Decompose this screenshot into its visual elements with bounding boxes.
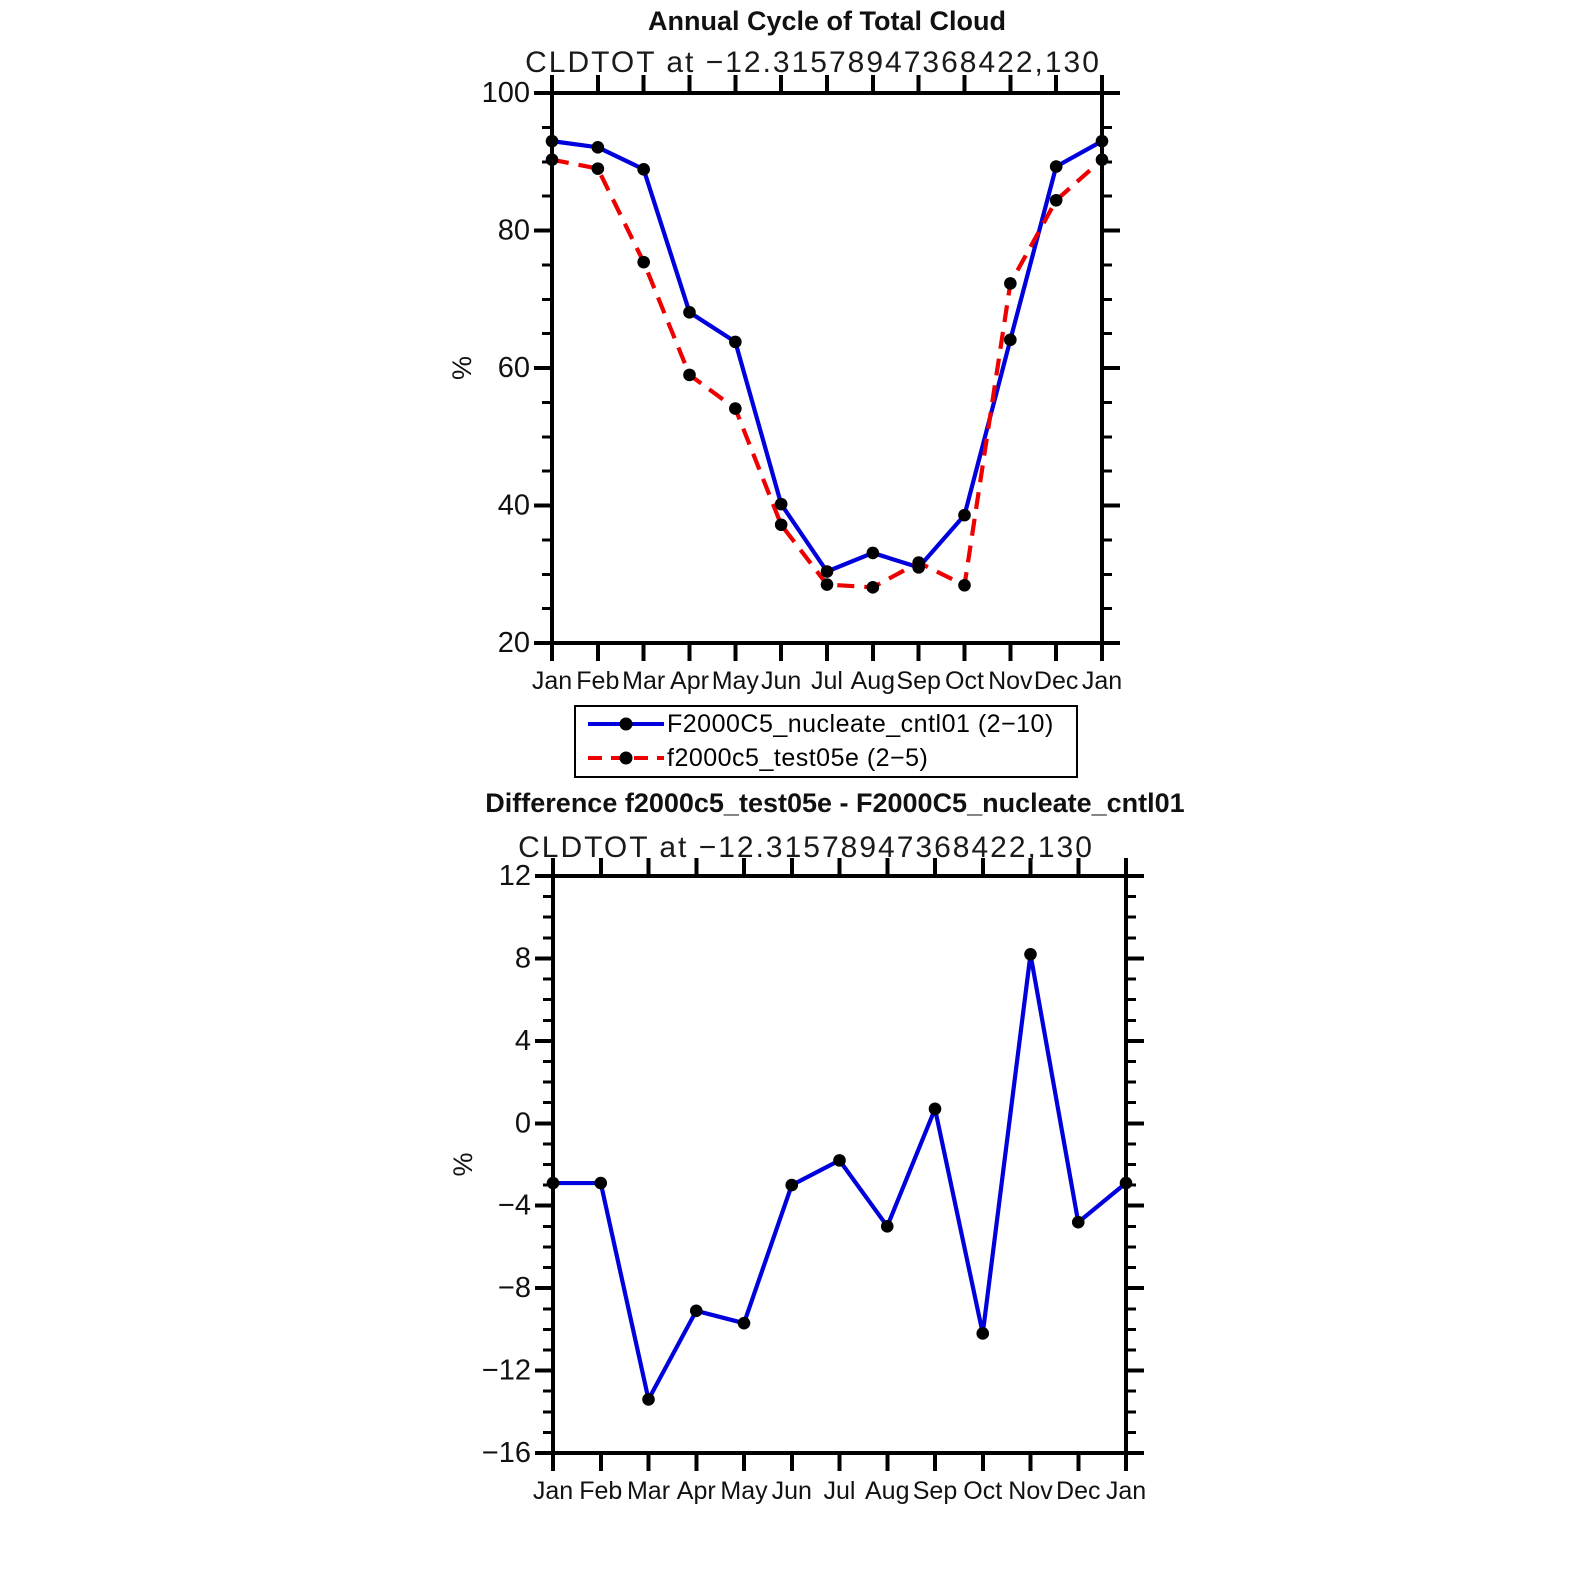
- data-point: [637, 256, 650, 269]
- x-tick-label: Mar: [626, 1477, 671, 1505]
- y-tick-label: 40: [497, 489, 530, 522]
- x-tick-label: Sep: [896, 667, 941, 695]
- x-tick-label: Jan: [1105, 1477, 1147, 1505]
- y-tick-label: 100: [481, 77, 530, 109]
- y-axis-ticks: [482, 77, 1120, 659]
- y-tick-label: 60: [497, 352, 530, 384]
- y-axis-label: %: [448, 1152, 478, 1177]
- data-point: [867, 581, 880, 594]
- data-point: [546, 153, 559, 166]
- y-tick-label: −4: [497, 1189, 531, 1222]
- series-markers-1: [546, 153, 1109, 593]
- y-tick-label: 8: [514, 942, 531, 975]
- data-point: [958, 509, 971, 522]
- top-chart: [447, 75, 1122, 695]
- data-point: [1004, 334, 1017, 347]
- x-tick-label: Jan: [532, 1477, 574, 1505]
- x-tick-label: Apr: [676, 1477, 716, 1505]
- data-point: [1096, 153, 1109, 166]
- plot-frame: [552, 93, 1102, 643]
- x-tick-label: Jan: [531, 667, 573, 695]
- x-tick-label: Feb: [579, 1477, 623, 1505]
- difference-chart: [448, 858, 1146, 1505]
- legend-item-test05e: [585, 742, 1076, 775]
- data-point: [546, 135, 559, 148]
- y-tick-label: 0: [514, 1107, 531, 1140]
- data-point: [881, 1220, 894, 1233]
- x-tick-label: Nov: [988, 667, 1033, 695]
- y-axis-ticks: [482, 860, 1144, 1469]
- data-point: [547, 1177, 560, 1190]
- x-tick-label: Jun: [771, 1477, 812, 1505]
- data-point: [683, 306, 696, 319]
- y-tick-label: −12: [481, 1354, 531, 1387]
- legend-label-cntl01: F2000C5_nucleate_cntl01 (2−10): [667, 710, 1054, 738]
- data-point: [821, 578, 834, 591]
- data-point: [683, 369, 696, 382]
- data-point: [1050, 160, 1063, 173]
- data-point: [1120, 1177, 1133, 1190]
- x-tick-label: May: [720, 1477, 768, 1505]
- legend-label-test05e: f2000c5_test05e (2−5): [667, 744, 929, 772]
- x-tick-label: Feb: [576, 667, 620, 695]
- data-point: [738, 1317, 751, 1330]
- difference-chart-subtitle: CLDTOT at −12.31578947368422,130: [518, 831, 1094, 864]
- x-tick-label: Dec: [1033, 667, 1079, 695]
- x-tick-label: Jan: [1081, 667, 1123, 695]
- data-point: [1004, 277, 1017, 290]
- x-tick-label: Oct: [963, 1477, 1003, 1505]
- data-point: [642, 1393, 655, 1406]
- y-tick-label: −16: [481, 1437, 531, 1469]
- x-tick-label: Nov: [1008, 1477, 1053, 1505]
- data-point: [912, 556, 925, 569]
- y-tick-label: 80: [497, 214, 530, 247]
- x-axis-ticks: [533, 858, 1146, 1505]
- x-axis-ticks: [532, 75, 1122, 695]
- series-markers-0: [546, 135, 1109, 578]
- y-tick-label: 20: [497, 627, 530, 659]
- legend-item-cntl01: [585, 708, 1076, 741]
- data-point: [958, 579, 971, 592]
- top-chart-subtitle: CLDTOT at −12.31578947368422,130: [525, 46, 1101, 79]
- x-tick-label: Aug: [850, 667, 896, 695]
- top-chart-title: Annual Cycle of Total Cloud: [647, 6, 1006, 36]
- x-tick-label: Jul: [823, 1477, 856, 1505]
- y-tick-label: −8: [497, 1272, 531, 1305]
- difference-chart-title: Difference f2000c5_test05e - F2000C5_nucleate_cntl01: [485, 788, 1185, 818]
- data-point: [785, 1179, 798, 1192]
- data-point: [775, 518, 788, 531]
- x-tick-label: Jul: [811, 667, 843, 695]
- y-axis-label: %: [447, 355, 477, 381]
- x-tick-label: Apr: [670, 667, 709, 695]
- series-line-1: [552, 160, 1102, 588]
- data-point: [867, 547, 880, 560]
- legend-box: [574, 705, 1078, 778]
- y-tick-label: 12: [498, 860, 531, 892]
- data-point: [592, 162, 605, 175]
- legend-dashed-line-icon: [585, 742, 667, 775]
- x-tick-label: Aug: [865, 1477, 910, 1505]
- data-point: [594, 1177, 607, 1190]
- data-point: [821, 565, 834, 578]
- data-point: [729, 336, 742, 349]
- data-point: [1024, 948, 1037, 961]
- data-point: [976, 1327, 989, 1340]
- x-tick-label: Jun: [761, 667, 802, 695]
- x-tick-label: Mar: [622, 667, 666, 695]
- data-point: [1096, 135, 1109, 148]
- x-tick-label: Oct: [945, 667, 984, 695]
- data-point: [929, 1103, 942, 1116]
- data-point: [592, 141, 605, 154]
- data-point: [1050, 194, 1063, 207]
- data-point: [1072, 1216, 1085, 1229]
- x-tick-label: Dec: [1056, 1477, 1101, 1505]
- data-point: [833, 1154, 846, 1167]
- y-tick-label: 4: [514, 1024, 531, 1057]
- legend-solid-line-icon: [585, 708, 667, 741]
- data-point: [690, 1305, 703, 1318]
- series-line-0: [552, 141, 1102, 571]
- x-tick-label: Sep: [912, 1477, 958, 1505]
- data-point: [775, 498, 788, 511]
- data-point: [637, 163, 650, 176]
- series-line-0: [553, 954, 1126, 1399]
- x-tick-label: May: [711, 667, 759, 695]
- data-point: [729, 402, 742, 415]
